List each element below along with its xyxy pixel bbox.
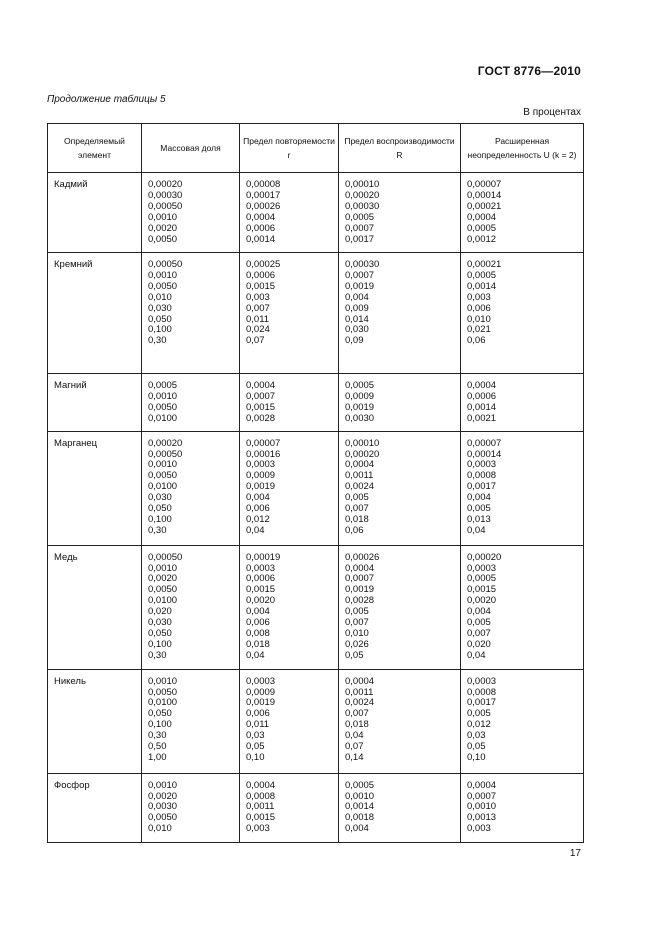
value-cell: 0,30 bbox=[148, 649, 167, 661]
value-cell: 0,0030 bbox=[345, 412, 375, 424]
table-row bbox=[48, 253, 584, 374]
uncertainty-values bbox=[461, 173, 584, 253]
value-cell: 0,0004 bbox=[345, 675, 375, 687]
reproducibility-values bbox=[339, 374, 461, 432]
value-cell: 0,004 bbox=[467, 606, 491, 618]
mass-fraction-values bbox=[142, 253, 240, 374]
value-cell: 0,00030 bbox=[148, 189, 183, 201]
value-cell: 0,00030 bbox=[345, 200, 380, 212]
value-cell: 0,04 bbox=[345, 730, 364, 742]
repeatability-values bbox=[240, 173, 339, 253]
value-cell: 0,0006 bbox=[246, 573, 276, 585]
value-cell: 0,0019 bbox=[345, 584, 375, 596]
element-name: Медь bbox=[48, 545, 142, 669]
reproducibility-values bbox=[339, 173, 461, 253]
value-cell: 0,0017 bbox=[467, 697, 497, 709]
value-cell: 0,0003 bbox=[467, 562, 497, 574]
value-cell: 0,0007 bbox=[345, 222, 375, 234]
value-cell: 0,0004 bbox=[467, 380, 497, 391]
value-cell: 0,018 bbox=[246, 638, 270, 650]
value-cell: 0,0009 bbox=[345, 390, 375, 402]
value-cell: 0,0008 bbox=[467, 686, 497, 698]
value-cell: 0,009 bbox=[345, 302, 369, 314]
value-cell: 0,0004 bbox=[246, 779, 276, 791]
value-cell: 0,03 bbox=[246, 730, 265, 742]
value-cell: 0,0007 bbox=[345, 573, 375, 585]
value-cell: 0,0019 bbox=[345, 280, 375, 292]
value-cell: 0,00019 bbox=[246, 551, 281, 563]
value-cell: 0,0021 bbox=[467, 412, 497, 424]
value-cell: 0,0050 bbox=[148, 812, 178, 824]
value-cell: 0,030 bbox=[345, 324, 369, 336]
value-cell: 0,004 bbox=[345, 291, 369, 303]
value-cell: 0,0007 bbox=[246, 390, 276, 402]
value-cell: 0,0003 bbox=[246, 675, 276, 687]
value-cell: 0,0003 bbox=[246, 459, 276, 471]
value-cell: 0,00016 bbox=[246, 448, 281, 460]
value-cell: 0,30 bbox=[148, 335, 167, 347]
value-cell: 0,0050 bbox=[148, 470, 178, 482]
value-cell: 0,0010 bbox=[345, 790, 375, 802]
value-cell: 0,0008 bbox=[467, 470, 497, 482]
table-row bbox=[48, 545, 584, 669]
value-cell: 0,0011 bbox=[345, 686, 374, 698]
value-cell: 0,0005 bbox=[345, 211, 375, 223]
value-cell: 0,0050 bbox=[148, 584, 178, 596]
value-cell: 0,0015 bbox=[246, 812, 276, 824]
value-cell: 0,0020 bbox=[246, 595, 276, 607]
value-cell: 0,0005 bbox=[467, 573, 497, 585]
value-cell: 0,00030 bbox=[345, 259, 380, 270]
value-cell: 0,07 bbox=[345, 741, 364, 753]
value-cell: 0,026 bbox=[345, 638, 369, 650]
value-cell: 0,0050 bbox=[148, 233, 178, 245]
value-cell: 0,05 bbox=[345, 649, 364, 661]
value-cell: 0,030 bbox=[148, 302, 172, 314]
value-cell: 0,04 bbox=[246, 649, 265, 661]
value-cell: 1,00 bbox=[148, 751, 167, 763]
value-cell: 0,010 bbox=[467, 313, 491, 325]
reproducibility-values bbox=[339, 431, 461, 545]
value-cell: 0,0014 bbox=[345, 801, 375, 813]
repeatability-values bbox=[240, 253, 339, 374]
value-cell: 0,00021 bbox=[467, 200, 502, 212]
value-cell: 0,0003 bbox=[246, 562, 276, 574]
value-cell: 0,0007 bbox=[467, 790, 497, 802]
value-cell: 0,0005 bbox=[148, 380, 178, 391]
column-header-repeatability: Предел повторяемости r bbox=[240, 124, 339, 173]
value-cell: 0,004 bbox=[246, 492, 270, 504]
value-cell: 0,0019 bbox=[246, 481, 276, 493]
value-cell: 0,0050 bbox=[148, 280, 178, 292]
value-cell: 0,0024 bbox=[345, 697, 375, 709]
value-cell: 0,50 bbox=[148, 741, 167, 753]
value-cell: 0,050 bbox=[148, 627, 172, 639]
value-cell: 0,0015 bbox=[246, 401, 276, 413]
uncertainty-values bbox=[461, 545, 584, 669]
value-cell: 0,00020 bbox=[467, 551, 502, 563]
value-cell: 0,0030 bbox=[148, 801, 178, 813]
value-cell: 0,0011 bbox=[246, 801, 275, 813]
value-cell: 0,0015 bbox=[246, 584, 276, 596]
value-cell: 0,00007 bbox=[246, 437, 281, 449]
value-cell: 0,0010 bbox=[467, 801, 497, 813]
value-cell: 0,0004 bbox=[467, 211, 497, 223]
value-cell: 0,0050 bbox=[148, 401, 178, 413]
value-cell: 0,14 bbox=[345, 751, 364, 763]
value-cell: 0,0010 bbox=[148, 779, 178, 791]
value-cell: 0,004 bbox=[345, 823, 369, 835]
value-cell: 0,0003 bbox=[467, 459, 497, 471]
value-cell: 0,10 bbox=[246, 751, 265, 763]
value-cell: 0,00050 bbox=[148, 551, 183, 563]
value-cell: 0,003 bbox=[467, 823, 491, 835]
repeatability-values bbox=[240, 545, 339, 669]
reproducibility-values bbox=[339, 253, 461, 374]
value-cell: 0,0100 bbox=[148, 412, 178, 424]
value-cell: 0,0019 bbox=[345, 401, 375, 413]
value-cell: 0,004 bbox=[246, 606, 270, 618]
value-cell: 0,09 bbox=[345, 335, 364, 347]
repeatability-values bbox=[240, 431, 339, 545]
value-cell: 0,010 bbox=[345, 627, 369, 639]
mass-fraction-values bbox=[142, 669, 240, 773]
value-cell: 0,00010 bbox=[345, 179, 380, 190]
element-name: Кремний bbox=[48, 253, 142, 374]
value-cell: 0,005 bbox=[345, 606, 369, 618]
value-cell: 0,00020 bbox=[345, 448, 380, 460]
value-cell: 0,0010 bbox=[148, 269, 178, 281]
value-cell: 0,006 bbox=[246, 617, 270, 629]
value-cell: 0,007 bbox=[345, 503, 369, 515]
value-cell: 0,0018 bbox=[345, 812, 375, 824]
value-cell: 0,007 bbox=[345, 617, 369, 629]
value-cell: 0,100 bbox=[148, 719, 172, 731]
value-cell: 0,100 bbox=[148, 324, 172, 336]
value-cell: 0,012 bbox=[467, 719, 491, 731]
element-name: Фосфор bbox=[48, 773, 142, 842]
value-cell: 0,0004 bbox=[345, 562, 375, 574]
value-cell: 0,012 bbox=[246, 513, 270, 525]
value-cell: 0,0003 bbox=[467, 675, 497, 687]
value-cell: 0,006 bbox=[467, 302, 491, 314]
value-cell: 0,006 bbox=[246, 503, 270, 515]
value-cell: 0,00020 bbox=[148, 179, 183, 190]
value-cell: 0,04 bbox=[246, 524, 265, 536]
uncertainty-values bbox=[461, 669, 584, 773]
value-cell: 0,007 bbox=[467, 627, 491, 639]
value-cell: 0,0004 bbox=[246, 380, 276, 391]
mass-fraction-values bbox=[142, 773, 240, 842]
value-cell: 0,00021 bbox=[467, 259, 502, 270]
uncertainty-values bbox=[461, 773, 584, 842]
value-cell: 0,00026 bbox=[345, 551, 380, 563]
value-cell: 0,00017 bbox=[246, 189, 281, 201]
value-cell: 0,0004 bbox=[467, 779, 497, 791]
value-cell: 0,007 bbox=[246, 302, 270, 314]
value-cell: 0,018 bbox=[345, 719, 369, 731]
repeatability-values bbox=[240, 374, 339, 432]
table-row bbox=[48, 374, 584, 432]
value-cell: 0,005 bbox=[345, 492, 369, 504]
value-cell: 0,05 bbox=[246, 741, 265, 753]
value-cell: 0,0028 bbox=[246, 412, 276, 424]
value-cell: 0,06 bbox=[345, 524, 364, 536]
value-cell: 0,0014 bbox=[467, 401, 497, 413]
document-code: ГОСТ 8776—2010 bbox=[477, 64, 581, 78]
table-row bbox=[48, 431, 584, 545]
column-header-reproducibility: Предел воспроизводимости R bbox=[339, 124, 461, 173]
uncertainty-values bbox=[461, 431, 584, 545]
value-cell: 0,013 bbox=[467, 513, 491, 525]
value-cell: 0,050 bbox=[148, 313, 172, 325]
table-body bbox=[48, 173, 584, 843]
value-cell: 0,0006 bbox=[467, 390, 497, 402]
reproducibility-values bbox=[339, 545, 461, 669]
value-cell: 0,0017 bbox=[467, 481, 497, 493]
value-cell: 0,00007 bbox=[467, 179, 502, 190]
value-cell: 0,030 bbox=[148, 492, 172, 504]
value-cell: 0,024 bbox=[246, 324, 270, 336]
value-cell: 0,30 bbox=[148, 730, 167, 742]
value-cell: 0,00050 bbox=[148, 259, 183, 270]
mass-fraction-values bbox=[142, 173, 240, 253]
element-name: Никель bbox=[48, 669, 142, 773]
value-cell: 0,03 bbox=[467, 730, 486, 742]
value-cell: 0,00026 bbox=[246, 200, 281, 212]
value-cell: 0,005 bbox=[467, 708, 491, 720]
value-cell: 0,050 bbox=[148, 503, 172, 515]
value-cell: 0,04 bbox=[467, 524, 486, 536]
value-cell: 0,030 bbox=[148, 617, 172, 629]
value-cell: 0,00025 bbox=[246, 259, 281, 270]
value-cell: 0,006 bbox=[246, 708, 270, 720]
value-cell: 0,010 bbox=[148, 291, 172, 303]
column-header-element: Определяемый элемент bbox=[48, 124, 142, 173]
table-row bbox=[48, 773, 584, 842]
value-cell: 0,0015 bbox=[246, 280, 276, 292]
value-cell: 0,0024 bbox=[345, 481, 375, 493]
value-cell: 0,0020 bbox=[148, 573, 178, 585]
value-cell: 0,0006 bbox=[246, 222, 276, 234]
value-cell: 0,0012 bbox=[467, 233, 497, 245]
value-cell: 0,00020 bbox=[345, 189, 380, 201]
value-cell: 0,0010 bbox=[148, 459, 178, 471]
value-cell: 0,0005 bbox=[467, 222, 497, 234]
value-cell: 0,0010 bbox=[148, 390, 178, 402]
value-cell: 0,0005 bbox=[467, 269, 497, 281]
value-cell: 0,07 bbox=[246, 335, 265, 347]
value-cell: 0,011 bbox=[246, 313, 270, 325]
data-table bbox=[47, 123, 584, 843]
value-cell: 0,00050 bbox=[148, 200, 183, 212]
value-cell: 0,003 bbox=[246, 823, 270, 835]
value-cell: 0,100 bbox=[148, 638, 172, 650]
value-cell: 0,0004 bbox=[246, 211, 276, 223]
value-cell: 0,0014 bbox=[246, 233, 276, 245]
value-cell: 0,0020 bbox=[467, 595, 497, 607]
value-cell: 0,021 bbox=[467, 324, 491, 336]
units-label: В процентах bbox=[523, 107, 581, 118]
value-cell: 0,0005 bbox=[345, 380, 375, 391]
value-cell: 0,00010 bbox=[345, 437, 380, 449]
value-cell: 0,005 bbox=[467, 617, 491, 629]
value-cell: 0,0010 bbox=[148, 675, 178, 687]
value-cell: 0,014 bbox=[345, 313, 369, 325]
value-cell: 0,0009 bbox=[246, 686, 276, 698]
value-cell: 0,007 bbox=[345, 708, 369, 720]
value-cell: 0,0004 bbox=[345, 459, 375, 471]
value-cell: 0,0008 bbox=[246, 790, 276, 802]
reproducibility-values bbox=[339, 669, 461, 773]
value-cell: 0,0010 bbox=[148, 562, 178, 574]
repeatability-values bbox=[240, 669, 339, 773]
value-cell: 0,0006 bbox=[246, 269, 276, 281]
uncertainty-values bbox=[461, 253, 584, 374]
value-cell: 0,0020 bbox=[148, 222, 178, 234]
value-cell: 0,06 bbox=[467, 335, 486, 347]
value-cell: 0,10 bbox=[467, 751, 486, 763]
value-cell: 0,005 bbox=[467, 503, 491, 515]
repeatability-values bbox=[240, 773, 339, 842]
element-name: Кадмий bbox=[48, 173, 142, 253]
mass-fraction-values bbox=[142, 374, 240, 432]
value-cell: 0,0010 bbox=[148, 211, 178, 223]
value-cell: 0,0005 bbox=[345, 779, 375, 791]
value-cell: 0,0100 bbox=[148, 481, 178, 493]
column-header-uncertainty: Расширенная неопределенность U (k = 2) bbox=[461, 124, 584, 173]
mass-fraction-values bbox=[142, 431, 240, 545]
value-cell: 0,0019 bbox=[246, 697, 276, 709]
value-cell: 0,0015 bbox=[467, 584, 497, 596]
value-cell: 0,0011 bbox=[345, 470, 374, 482]
column-header-mass: Массовая доля bbox=[142, 124, 240, 173]
value-cell: 0,0014 bbox=[467, 280, 497, 292]
value-cell: 0,00014 bbox=[467, 448, 502, 460]
value-cell: 0,003 bbox=[246, 291, 270, 303]
page-number: 17 bbox=[569, 848, 581, 859]
value-cell: 0,00007 bbox=[467, 437, 502, 449]
value-cell: 0,0028 bbox=[345, 595, 375, 607]
value-cell: 0,100 bbox=[148, 513, 172, 525]
element-name: Марганец bbox=[48, 431, 142, 545]
value-cell: 0,0050 bbox=[148, 686, 178, 698]
reproducibility-values bbox=[339, 773, 461, 842]
value-cell: 0,00050 bbox=[148, 448, 183, 460]
value-cell: 0,0013 bbox=[467, 812, 497, 824]
value-cell: 0,010 bbox=[148, 823, 172, 835]
table-row bbox=[48, 173, 584, 253]
value-cell: 0,00020 bbox=[148, 437, 183, 449]
element-name: Магний bbox=[48, 374, 142, 432]
value-cell: 0,050 bbox=[148, 708, 172, 720]
value-cell: 0,0009 bbox=[246, 470, 276, 482]
value-cell: 0,004 bbox=[467, 492, 491, 504]
value-cell: 0,0017 bbox=[345, 233, 375, 245]
value-cell: 0,30 bbox=[148, 524, 167, 536]
table-caption: Продолжение таблицы 5 bbox=[47, 94, 166, 105]
table-row bbox=[48, 669, 584, 773]
value-cell: 0,0100 bbox=[148, 595, 178, 607]
uncertainty-values bbox=[461, 374, 584, 432]
table-header-row bbox=[48, 124, 584, 173]
value-cell: 0,018 bbox=[345, 513, 369, 525]
mass-fraction-values bbox=[142, 545, 240, 669]
value-cell: 0,00014 bbox=[467, 189, 502, 201]
value-cell: 0,008 bbox=[246, 627, 270, 639]
value-cell: 0,0020 bbox=[148, 790, 178, 802]
value-cell: 0,003 bbox=[467, 291, 491, 303]
value-cell: 0,020 bbox=[467, 638, 491, 650]
value-cell: 0,0007 bbox=[345, 269, 375, 281]
value-cell: 0,0100 bbox=[148, 697, 178, 709]
value-cell: 0,020 bbox=[148, 606, 172, 618]
value-cell: 0,04 bbox=[467, 649, 486, 661]
value-cell: 0,011 bbox=[246, 719, 270, 731]
value-cell: 0,00008 bbox=[246, 179, 281, 190]
value-cell: 0,05 bbox=[467, 741, 486, 753]
